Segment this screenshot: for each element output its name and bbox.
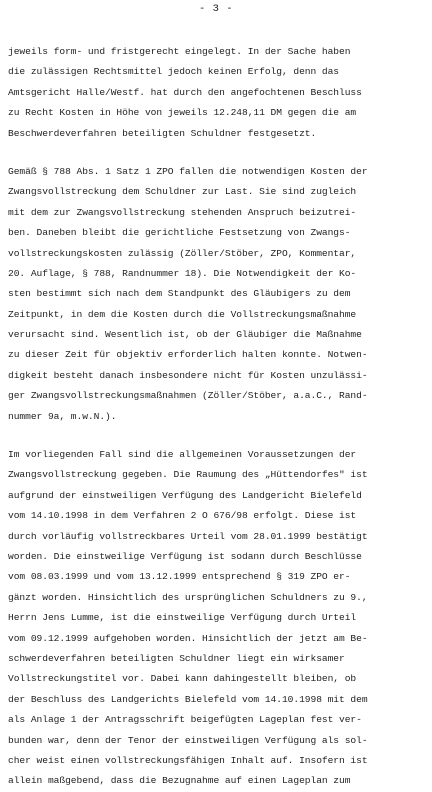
paragraph-1	[8, 42, 426, 144]
text-line: Im vorliegenden Fall sind die allgemeinen Voraussetzungen der	[8, 449, 357, 461]
text-line: Gemäß § 788 Abs. 1 Satz 1 ZPO fallen die notwendigen Kosten der	[8, 165, 368, 177]
text-line: als Anlage 1 der Antragsschrift beigefügten Lageplan fest ver-	[8, 714, 362, 726]
page-number: - 3 -	[198, 3, 233, 15]
text-line: ger Zwangsvollstreckungsmaßnahmen (Zöller/Stöber, a.a.C., Rand-	[8, 390, 368, 402]
text-line: schwerdeverfahren beteiligten Schuldner liegt ein wirksamer	[8, 652, 345, 664]
text-line: vom 09.12.1999 aufgehoben worden. Hinsichtlich der jetzt am Be-	[8, 632, 368, 644]
text-line: jeweils form- und fristgerecht eingelegt. In der Sache haben	[8, 46, 351, 57]
paragraph-2	[8, 162, 426, 427]
text-line: cher weist einen vollstreckungsfähigen Inhalt auf. Insofern ist	[8, 754, 368, 766]
text-line: verursacht sind. Wesentlich ist, ob der Gläubiger die Maßnahme	[8, 329, 362, 341]
text-line: die zulässigen Rechtsmittel jedoch keinen Erfolg, denn das	[8, 66, 340, 78]
text-line: vom 14.10.1998 in dem Verfahren 2 O 676/98 erfolgt. Diese ist	[8, 510, 357, 522]
text-line: vom 08.03.1999 und vom 13.12.1999 entsprechend § 319 ZPO er-	[8, 571, 351, 583]
text-line: worden. Die einstweilige Verfügung ist sodann durch Beschlüsse	[8, 550, 362, 562]
text-line: 20. Auflage, § 788, Randnummer 18). Die Notwendigkeit der Ko-	[8, 267, 357, 279]
text-line: zu Recht Kosten in Höhe von jeweils 12.248,11 DM gegen die am	[8, 107, 357, 119]
text-line: Vollstreckungstitel vor. Dabei kann dahingestellt bleiben, ob	[8, 673, 357, 685]
text-line: vollstreckungskosten zulässig (Zöller/Stöber, ZPO, Kommentar,	[8, 247, 357, 259]
text-line: sten bestimmt sich nach dem Standpunkt des Gläubigers zu dem	[8, 288, 351, 300]
document-body	[8, 42, 426, 792]
text-line: mit dem zur Zwangsvollstreckung stehenden Anspruch beizutrei-	[8, 206, 357, 218]
text-line: aufgrund der einstweiligen Verfügung des Landgericht Bielefeld	[8, 489, 362, 501]
text-line: Amtsgericht Halle/Westf. hat durch den angefochtenen Beschluss	[8, 86, 362, 98]
text-line: Zeitpunkt, in dem die Kosten durch die Vollstreckungsmaßnahme	[8, 308, 357, 320]
text-line: der Beschluss des Landgerichts Bielefeld vom 14.10.1998 mit dem	[8, 693, 368, 705]
text-line: Zwangsvollstreckung gegeben. Die Raumung des „Hüttendorfes" ist	[8, 469, 368, 481]
text-line: Beschwerdeverfahren beteiligten Schuldner festgesetzt.	[8, 127, 317, 139]
text-line: nummer 9a, m.w.N.).	[8, 410, 117, 422]
text-line: durch vorläufig vollstreckbares Urteil vom 28.01.1999 bestätigt	[8, 530, 368, 542]
text-line: allein maßgebend, dass die Bezugnahme auf einen Lageplan zum	[8, 775, 351, 787]
text-line: Herrn Jens Lumme, ist die einstweilige Verfügung durch Urteil	[8, 612, 357, 624]
text-line: gänzt worden. Hinsichtlich des ursprünglichen Schuldners zu 9.,	[8, 591, 368, 603]
text-line: Zwangsvollstreckung dem Schuldner zur Last. Sie sind zugleich	[8, 186, 357, 198]
text-line: bunden war, denn der Tenor der einstweiligen Verfügung als sol-	[8, 734, 368, 746]
text-line: digkeit besteht danach insbesondere nicht für Kosten unzulässi-	[8, 369, 368, 381]
text-line: zu dieser Zeit für objektiv erforderlich halten konnte. Notwen-	[8, 349, 368, 361]
paragraph-3	[8, 445, 426, 792]
text-line: ben. Daneben bleibt die gerichtliche Festsetzung von Zwangs-	[8, 227, 351, 239]
